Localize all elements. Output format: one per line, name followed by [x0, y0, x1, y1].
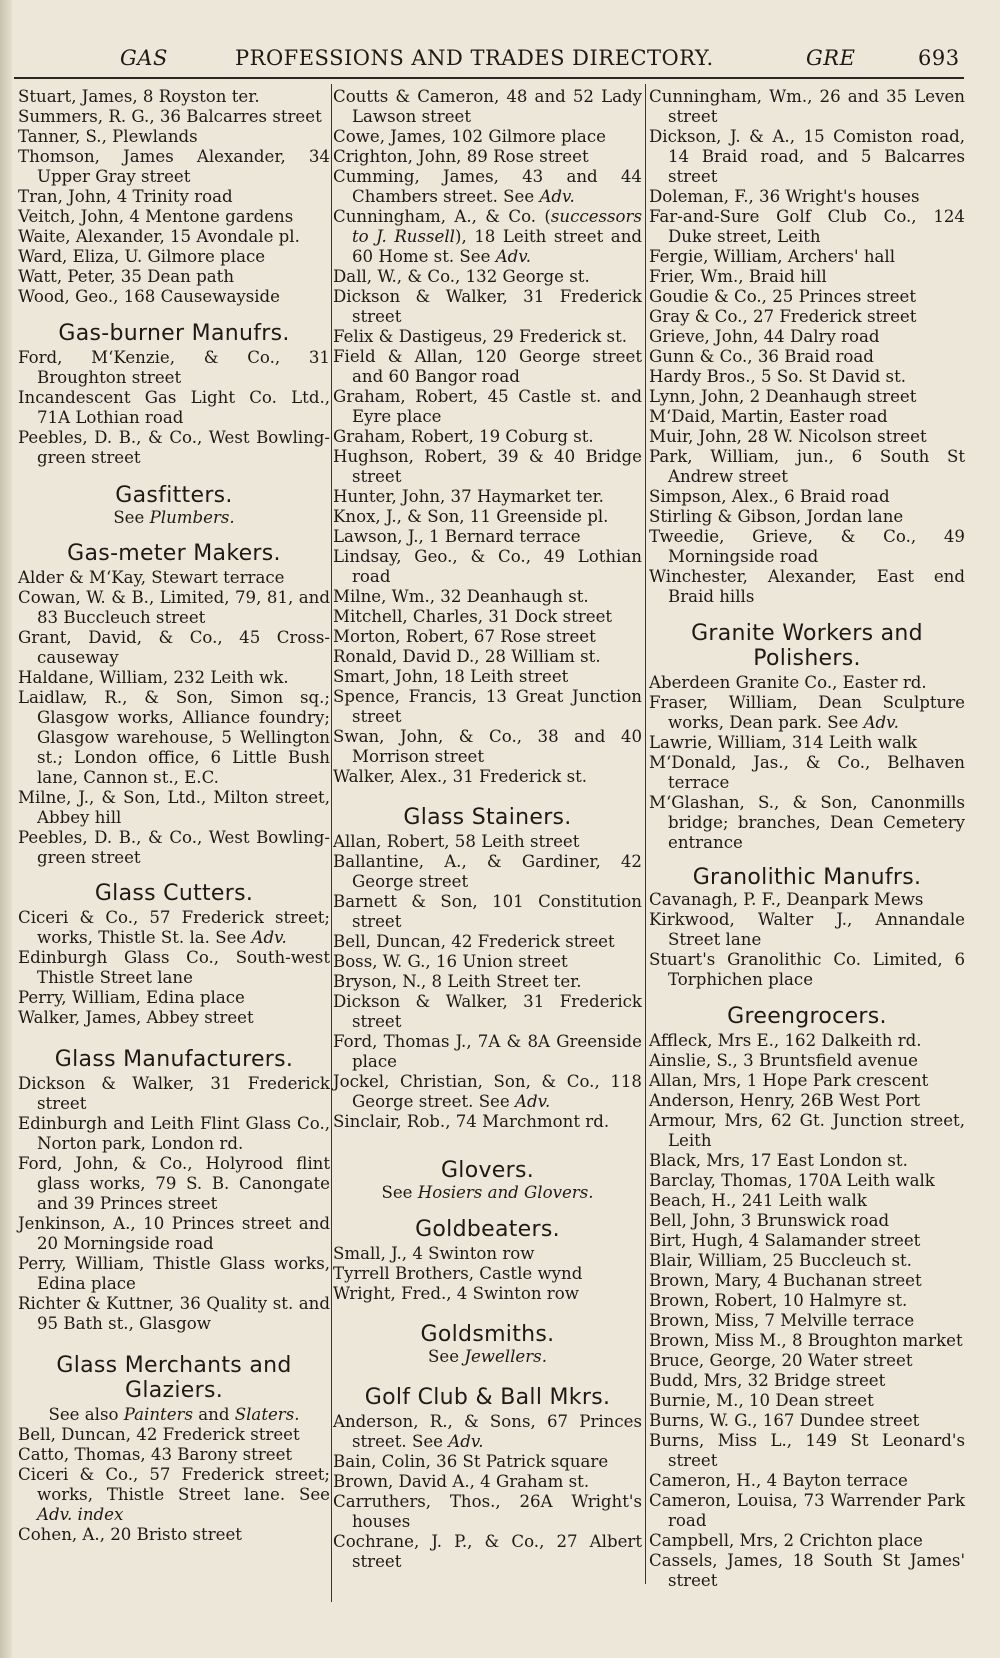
entry-emphasis: successors to J. Russell	[352, 207, 642, 246]
directory-entry: Boss, W. G., 16 Union street	[333, 952, 568, 971]
directory-entry: Campbell, Mrs, 2 Crichton place	[649, 1531, 923, 1550]
column-1	[18, 87, 330, 1545]
directory-entry: Black, Mrs, 17 East London st.	[649, 1151, 908, 1170]
directory-entry: Walker, James, Abbey street	[18, 1008, 254, 1027]
cross-reference	[333, 1347, 642, 1367]
cross-reference-target: Slaters.	[234, 1405, 300, 1424]
directory-entry: Laidlaw, R., & Son, Simon sq.; Glasgow works, Alliance foundry; Glasgow warehouse, 5 Wellington st.; London office, 6 Little Bush lane, Cannon st., E.C.	[18, 688, 330, 787]
cross-reference-target: Plumbers.	[149, 508, 235, 527]
directory-entry: Edinburgh Glass Co., South-west Thistle Street lane	[18, 948, 330, 987]
directory-entry: Cavanagh, P. F., Deanpark Mews	[649, 890, 924, 909]
directory-entry: Anderson, Henry, 26B West Port	[649, 1091, 921, 1110]
directory-entry: Tweedie, Grieve, & Co., 49 Morningside road	[649, 527, 965, 566]
entry-text: Ciceri & Co., 57 Frederick street; works, Thistle Street lane. See	[18, 1465, 330, 1504]
directory-entry: Budd, Mrs, 32 Bridge street	[649, 1371, 886, 1390]
directory-entry: Bryson, N., 8 Leith Street ter.	[333, 972, 582, 991]
directory-entry: Felix & Dastigeus, 29 Frederick st.	[333, 327, 628, 346]
directory-entry: Bruce, George, 20 Water street	[649, 1351, 913, 1370]
directory-entry: Hughson, Robert, 39 & 40 Bridge street	[333, 447, 642, 486]
section-heading: Goldbeaters.	[415, 1217, 560, 1242]
directory-entry: Brown, Robert, 10 Halmyre st.	[649, 1291, 908, 1310]
directory-entry: Stuart's Granolithic Co. Limited, 6 Torphichen place	[649, 950, 965, 989]
section-heading: Goldsmiths.	[420, 1322, 555, 1347]
directory-entry: Grant, David, & Co., 45 Cross-causeway	[18, 628, 330, 667]
directory-entry: Lindsay, Geo., & Co., 49 Lothian road	[333, 547, 642, 586]
page-spine	[0, 0, 12, 1658]
directory-entry: Ainslie, S., 3 Bruntsfield avenue	[649, 1051, 918, 1070]
section-heading: Gas-meter Makers.	[67, 541, 281, 566]
directory-entry: Brown, Mary, 4 Buchanan street	[649, 1271, 922, 1290]
directory-entry	[333, 1072, 642, 1112]
directory-entry: Lawrie, William, 314 Leith walk	[649, 733, 918, 752]
directory-entry: Crighton, John, 89 Rose street	[333, 147, 589, 166]
directory-entry: Doleman, F., 36 Wright's houses	[649, 187, 920, 206]
directory-entry: Stuart, James, 8 Royston ter.	[18, 87, 260, 106]
cross-reference-target: Jewellers.	[464, 1347, 547, 1366]
directory-entry: Field & Allan, 120 George street and 60 Bangor road	[333, 347, 642, 386]
directory-entry: Carruthers, Thos., 26A Wright's houses	[333, 1492, 642, 1531]
directory-entry: Catto, Thomas, 43 Barony street	[18, 1445, 293, 1464]
directory-entry: Gray & Co., 27 Frederick street	[649, 307, 917, 326]
directory-entry: Cameron, H., 4 Bayton terrace	[649, 1471, 908, 1490]
entry-text: Cunningham, A., & Co. (	[333, 207, 551, 226]
directory-entry: Lawson, J., 1 Bernard terrace	[333, 527, 581, 546]
directory-entry: Tanner, S., Plewlands	[18, 127, 198, 146]
directory-entry: Graham, Robert, 19 Coburg st.	[333, 427, 594, 446]
cross-reference	[18, 1405, 330, 1425]
cross-reference	[18, 508, 330, 528]
directory-entry: Small, J., 4 Swinton row	[333, 1244, 535, 1263]
cross-reference-target: Painters	[123, 1405, 193, 1424]
directory-entry: Burns, Miss L., 149 St Leonard's street	[649, 1431, 965, 1470]
directory-entry: Barnett & Son, 101 Constitution street	[333, 892, 642, 931]
section-heading: Greengrocers.	[727, 1004, 887, 1029]
directory-entry: Jenkinson, A., 10 Princes street and 20 Morningside road	[18, 1214, 330, 1253]
directory-entry: Affleck, Mrs E., 162 Dalkeith rd.	[649, 1031, 922, 1050]
directory-entry: M‘Donald, Jas., & Co., Belhaven terrace	[649, 753, 965, 792]
section-heading: Glass Manufacturers.	[54, 1047, 294, 1072]
column-rule	[645, 84, 646, 1584]
directory-entry: Armour, Mrs, 62 Gt. Junction street, Leith	[649, 1111, 965, 1150]
directory-entry: Watt, Peter, 35 Dean path	[18, 267, 235, 286]
directory-entry	[333, 207, 642, 267]
section-heading: Golf Club & Ball Mkrs.	[364, 1385, 611, 1410]
directory-entry: Summers, R. G., 36 Balcarres street	[18, 107, 322, 126]
directory-entry: Blair, William, 25 Buccleuch st.	[649, 1251, 912, 1270]
directory-entry	[18, 1465, 330, 1525]
directory-entry: Alder & M‘Kay, Stewart terrace	[18, 568, 285, 587]
directory-entry: Mitchell, Charles, 31 Dock street	[333, 607, 613, 626]
directory-entry: Sinclair, Rob., 74 Marchmont rd.	[333, 1112, 610, 1131]
section-heading: Granolithic Manufrs.	[692, 865, 922, 890]
column-2	[333, 87, 642, 1572]
directory-entry: Milne, Wm., 32 Deanhaugh st.	[333, 587, 589, 606]
directory-entry: Morton, Robert, 67 Rose street	[333, 627, 596, 646]
directory-entry: Brown, Miss M., 8 Broughton market	[649, 1331, 963, 1350]
directory-entry: Dickson & Walker, 31 Frederick street	[333, 992, 642, 1031]
directory-entry	[333, 167, 642, 207]
directory-entry: Ward, Eliza, U. Gilmore place	[18, 247, 266, 266]
directory-entry: Peebles, D. B., & Co., West Bowling-green street	[18, 828, 330, 867]
entry-emphasis: Adv.	[539, 187, 575, 206]
directory-entry: Cunningham, Wm., 26 and 35 Leven street	[649, 87, 965, 126]
directory-entry: Richter & Kuttner, 36 Quality st. and 95 Bath st., Glasgow	[18, 1294, 330, 1333]
cross-reference-target: Hosiers and Glovers.	[417, 1183, 594, 1202]
cross-reference-text: See	[428, 1347, 465, 1366]
header-section-start: GAS	[120, 46, 168, 70]
directory-entry: Smart, John, 18 Leith street	[333, 667, 569, 686]
directory-entry: Allan, Mrs, 1 Hope Park crescent	[649, 1071, 929, 1090]
directory-entry: Birt, Hugh, 4 Salamander street	[649, 1231, 921, 1250]
directory-entry: Peebles, D. B., & Co., West Bowling-green street	[18, 428, 330, 467]
section-heading: Gasfitters.	[115, 483, 233, 508]
directory-entry: Perry, William, Edina place	[18, 988, 245, 1007]
directory-entry: Ford, M‘Kenzie, & Co., 31 Broughton street	[18, 348, 330, 387]
directory-entry: Dall, W., & Co., 132 George st.	[333, 267, 590, 286]
section-heading: Gas-burner Manufrs.	[58, 321, 290, 346]
directory-entry: Hunter, John, 37 Haymarket ter.	[333, 487, 604, 506]
directory-entry: Frier, Wm., Braid hill	[649, 267, 827, 286]
directory-entry: Perry, William, Thistle Glass works, Edina place	[18, 1254, 330, 1293]
directory-entry: Muir, John, 28 W. Nicolson street	[649, 427, 927, 446]
directory-entry: Burnie, M., 10 Dean street	[649, 1391, 874, 1410]
directory-entry: Brown, David A., 4 Graham st.	[333, 1472, 590, 1491]
directory-entry: Winchester, Alexander, East end Braid hills	[649, 567, 965, 606]
page-number: 693	[918, 46, 960, 70]
directory-entry: Swan, John, & Co., 38 and 40 Morrison street	[333, 727, 642, 766]
entry-emphasis: Adv.	[514, 1092, 551, 1111]
directory-entry	[18, 908, 330, 948]
entry-text: ), 18 Leith street and 60 Home st. See	[352, 227, 642, 266]
page-header	[0, 46, 1000, 80]
directory-entry: Cassels, James, 18 South St James' street	[649, 1551, 965, 1590]
directory-entry: Bell, Duncan, 42 Frederick street	[18, 1425, 300, 1444]
section-heading: Glass Cutters.	[94, 881, 254, 906]
directory-entry: Bell, Duncan, 42 Frederick street	[333, 932, 615, 951]
section-heading: Glass Stainers.	[403, 805, 572, 830]
directory-entry: Burns, W. G., 167 Dundee street	[649, 1411, 920, 1430]
directory-entry: Goudie & Co., 25 Princes street	[649, 287, 917, 306]
column-rule	[331, 84, 332, 1602]
directory-entry: Edinburgh and Leith Flint Glass Co., Norton park, London rd.	[18, 1114, 330, 1153]
directory-entry: Barclay, Thomas, 170A Leith walk	[649, 1171, 935, 1190]
directory-entry: Allan, Robert, 58 Leith street	[333, 832, 580, 851]
directory-entry: Far-and-Sure Golf Club Co., 124 Duke street, Leith	[649, 207, 965, 246]
entry-text: Ciceri & Co., 57 Frederick street; works, Thistle St. la. See	[18, 908, 330, 947]
entry-text: Cumming, James, 43 and 44 Chambers street. See	[333, 167, 642, 206]
directory-entry: Tyrrell Brothers, Castle wynd	[333, 1264, 583, 1283]
directory-entry	[649, 693, 965, 733]
directory-entry: Bell, John, 3 Brunswick road	[649, 1211, 890, 1230]
section-heading: Glovers.	[440, 1158, 535, 1183]
directory-entry: Gunn & Co., 36 Braid road	[649, 347, 874, 366]
directory-entry: Ford, John, & Co., Holyrood flint glass works, 79 S. B. Canongate and 39 Princes street	[18, 1154, 330, 1213]
directory-entry: Park, William, jun., 6 South St Andrew street	[649, 447, 965, 486]
directory-entry: Cowe, James, 102 Gilmore place	[333, 127, 606, 146]
header-rule	[14, 77, 964, 79]
directory-entry: Beach, H., 241 Leith walk	[649, 1191, 867, 1210]
directory-entry: Ronald, David D., 28 William st.	[333, 647, 601, 666]
cross-reference-text: See also	[48, 1405, 124, 1424]
directory-entry: M‘Glashan, S., & Son, Canonmills bridge; branches, Dean Cemetery entrance	[649, 793, 965, 852]
cross-reference-text: See	[113, 508, 150, 527]
directory-entry: Simpson, Alex., 6 Braid road	[649, 487, 890, 506]
section-heading: Granite Workers and Polishers.	[691, 621, 923, 671]
directory-entry: M‘Daid, Martin, Easter road	[649, 407, 888, 426]
entry-emphasis: Adv. index	[37, 1505, 124, 1524]
directory-entry: Brown, Miss, 7 Melville terrace	[649, 1311, 915, 1330]
directory-entry: Cameron, Louisa, 73 Warrender Park road	[649, 1491, 965, 1530]
directory-entry: Waite, Alexander, 15 Avondale pl.	[18, 227, 300, 246]
directory-entry: Grieve, John, 44 Dalry road	[649, 327, 880, 346]
header-section-end: GRE	[806, 46, 856, 70]
directory-entry: Dickson & Walker, 31 Frederick street	[333, 287, 642, 326]
entry-emphasis: Adv.	[251, 928, 287, 947]
entry-text: Jockel, Christian, Son, & Co., 118 George street. See	[333, 1072, 642, 1111]
directory-entry: Ballantine, A., & Gardiner, 42 George street	[333, 852, 642, 891]
directory-entry: Thomson, James Alexander, 34 Upper Gray street	[18, 147, 330, 186]
directory-entry: Cohen, A., 20 Bristo street	[18, 1525, 242, 1544]
directory-entry: Lynn, John, 2 Deanhaugh street	[649, 387, 917, 406]
column-3	[649, 87, 965, 1591]
entry-text: Fraser, William, Dean Sculpture works, Dean park. See	[649, 693, 965, 732]
directory-entry: Spence, Francis, 13 Great Junction street	[333, 687, 642, 726]
directory-entry	[333, 1412, 642, 1452]
directory-entry: Haldane, William, 232 Leith wk.	[18, 668, 289, 687]
directory-entry: Wood, Geo., 168 Causewayside	[18, 287, 280, 306]
directory-entry: Knox, J., & Son, 11 Greenside pl.	[333, 507, 609, 526]
entry-emphasis: Adv.	[863, 713, 899, 732]
entry-text: Anderson, R., & Sons, 67 Princes street. See	[333, 1412, 642, 1451]
directory-entry: Hardy Bros., 5 So. St David st.	[649, 367, 907, 386]
directory-entry: Ford, Thomas J., 7A & 8A Greenside place	[333, 1032, 642, 1071]
directory-entry: Coutts & Cameron, 48 and 52 Lady Lawson street	[333, 87, 642, 126]
directory-entry: Incandescent Gas Light Co. Ltd., 71A Lothian road	[18, 388, 330, 427]
header-title: PROFESSIONS AND TRADES DIRECTORY.	[235, 46, 714, 70]
directory-entry: Walker, Alex., 31 Frederick st.	[333, 767, 588, 786]
directory-entry: Bain, Colin, 36 St Patrick square	[333, 1452, 609, 1471]
directory-entry: Wright, Fred., 4 Swinton row	[333, 1284, 579, 1303]
entry-emphasis: Adv.	[448, 1432, 484, 1451]
cross-reference-text: and	[192, 1405, 235, 1424]
directory-entry: Fergie, William, Archers' hall	[649, 247, 896, 266]
section-heading: Glass Merchants and Glaziers.	[56, 1353, 292, 1403]
directory-entry: Aberdeen Granite Co., Easter rd.	[649, 673, 927, 692]
directory-entry: Cochrane, J. P., & Co., 27 Albert street	[333, 1532, 642, 1571]
directory-entry: Tran, John, 4 Trinity road	[18, 187, 233, 206]
directory-entry: Dickson & Walker, 31 Frederick street	[18, 1074, 330, 1113]
directory-entry: Stirling & Gibson, Jordan lane	[649, 507, 904, 526]
directory-entry: Cowan, W. & B., Limited, 79, 81, and 83 Buccleuch street	[18, 588, 330, 627]
directory-entry: Graham, Robert, 45 Castle st. and Eyre place	[333, 387, 642, 426]
directory-entry: Veitch, John, 4 Mentone gardens	[18, 207, 294, 226]
directory-entry: Dickson, J. & A., 15 Comiston road, 14 Braid road, and 5 Balcarres street	[649, 127, 965, 186]
directory-entry: Kirkwood, Walter J., Annandale Street lane	[649, 910, 965, 949]
cross-reference	[333, 1183, 642, 1203]
directory-entry: Milne, J., & Son, Ltd., Milton street, Abbey hill	[18, 788, 330, 827]
cross-reference-text: See	[381, 1183, 418, 1202]
entry-emphasis: Adv.	[495, 247, 531, 266]
